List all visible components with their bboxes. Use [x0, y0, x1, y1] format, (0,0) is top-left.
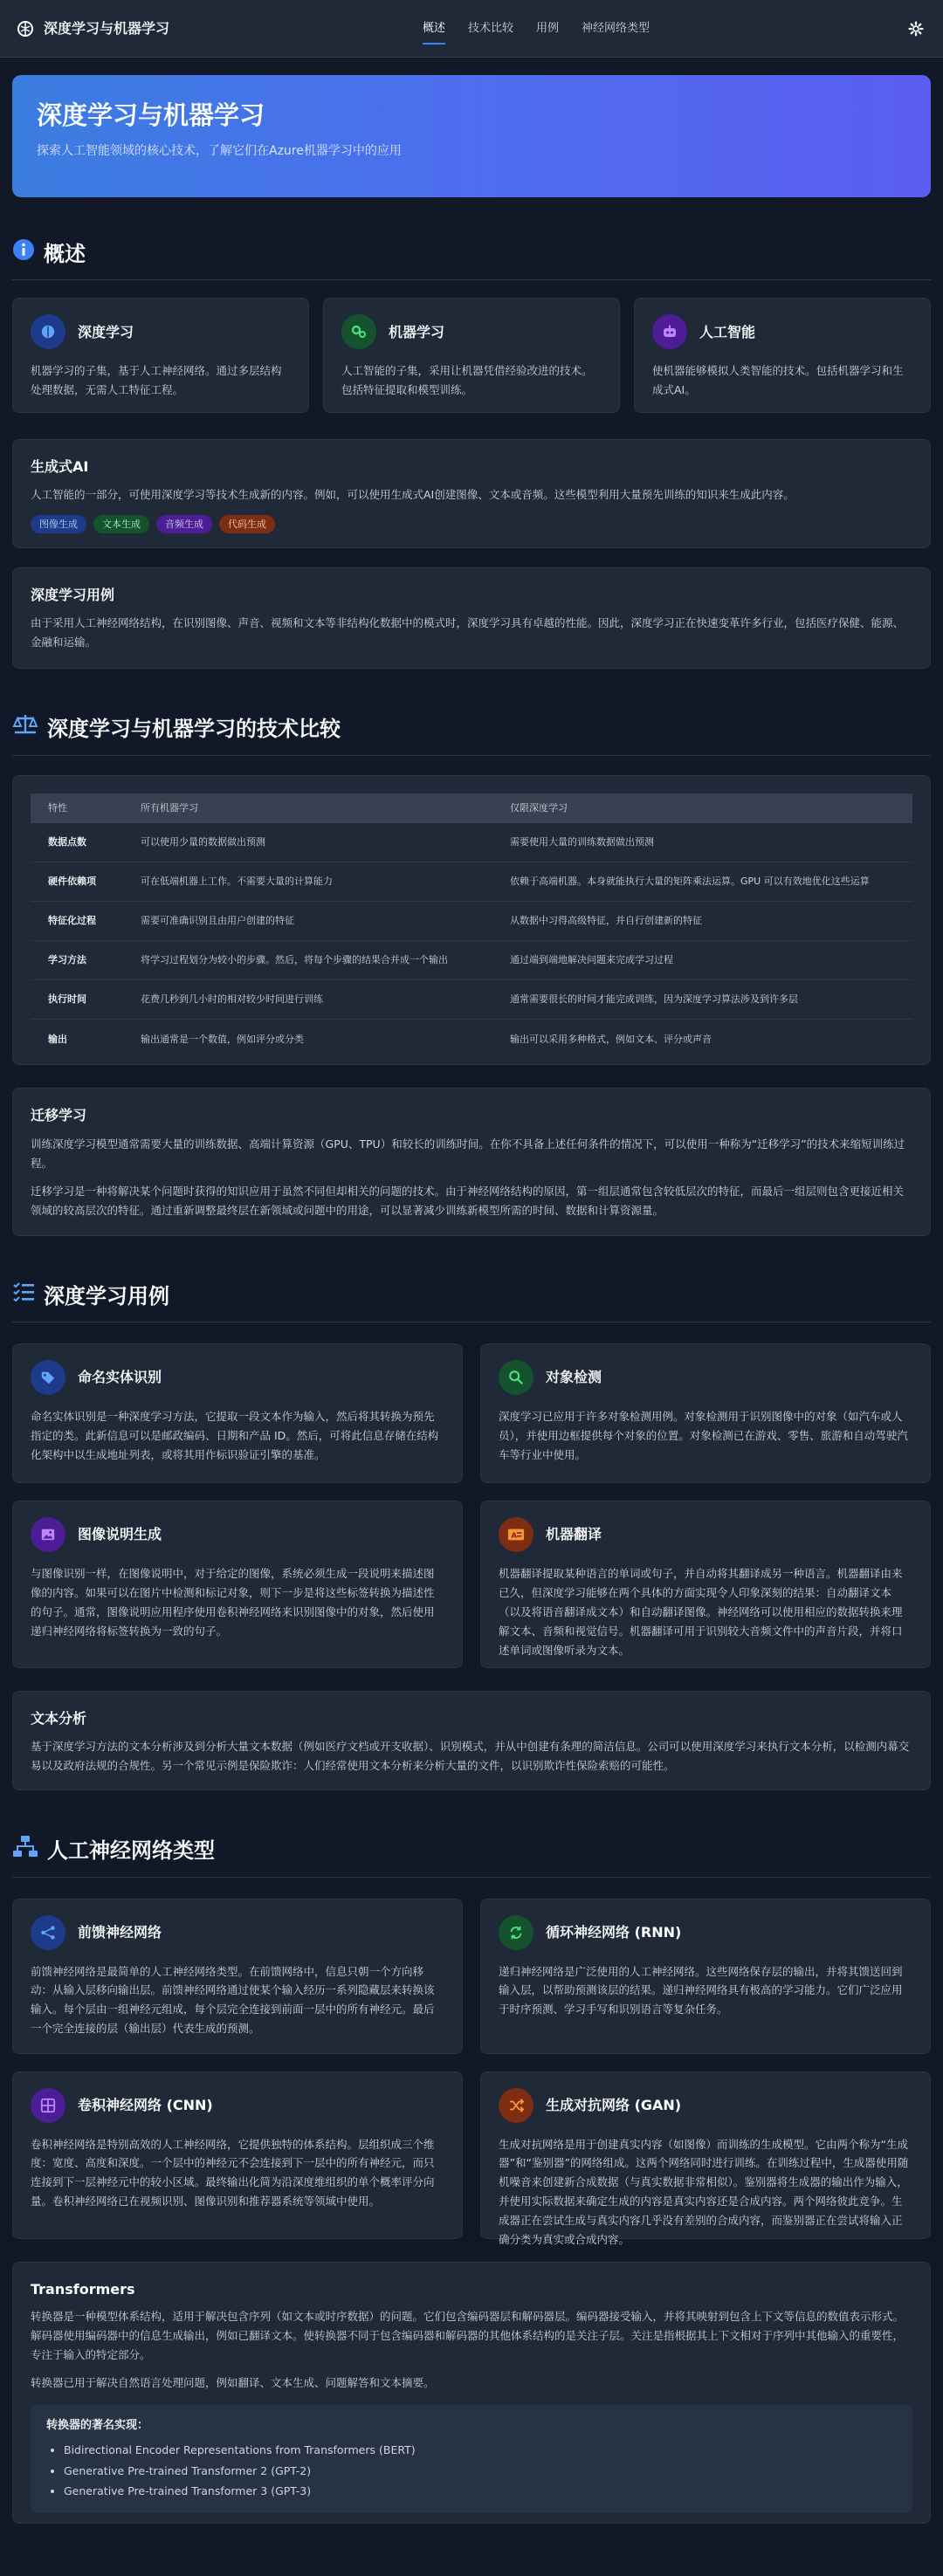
table-row [31, 941, 912, 980]
transformers-text-2: 转换器已用于解决自然语言处理问题，例如翻译、文本生成、问题解答和文本摘要。 [31, 2375, 435, 2389]
image-icon [31, 1517, 65, 1552]
brain-icon [16, 19, 35, 38]
hero-banner [12, 75, 931, 197]
table-row [31, 862, 912, 902]
tag-image-gen: 图像生成 [31, 515, 86, 534]
language-icon [499, 1517, 533, 1552]
usecase-card-translation [480, 1501, 931, 1668]
network-card-cnn [12, 2071, 463, 2239]
overview-card-deep-learning [12, 298, 309, 413]
usecase-card-ner [12, 1343, 463, 1483]
network-card-feedforward [12, 1899, 463, 2054]
table-row [31, 902, 912, 941]
comparison-table-card [12, 775, 931, 1065]
card-title: 图像说明生成 [78, 1526, 162, 1543]
gear-icon[interactable] [906, 19, 926, 38]
network-wired-icon [12, 1834, 38, 1867]
card-text: 人工智能的子集，采用让机器凭借经验改进的技术。包括特征提取和模型训练。 [341, 364, 593, 397]
card-title: 生成对抗网络 (GAN) [546, 2096, 682, 2113]
transfer-text-1: 训练深度学习模型通常需要大量的训练数据、高端计算资源（GPU、TPU）和较长的训练时间。在你不具备上述任何条件的情况下，可以使用一种称为“迁移学习”的技术来缩短训练过程。 [31, 1137, 905, 1171]
overview-card-machine-learning [323, 298, 620, 413]
table-row [31, 1020, 912, 1059]
genai-title: 生成式AI [31, 458, 89, 476]
section-title-overview: 概述 [12, 237, 931, 280]
dl-cell: 从数据中习得高级特征，并自行创建新的特征 [492, 902, 912, 941]
transformer-impl-box [31, 2405, 912, 2513]
sync-icon [499, 1915, 533, 1950]
card-text: 机器翻译提取某种语言的单词或句子，并自动将其翻译成另一种语言。机器翻译由来已久，但深度学习能够在两个具体的方面实现令人印象深刻的结果：自动翻译文本（以及将语音翻译成文本）和自动翻译图像。神经网络可以使用相应的数据转换来理解文本、音频和视觉信号。机器翻译可用于识别较大音频文件中的声音片段，并将口述单词或图像听录为文本。 [499, 1567, 903, 1657]
ml-cell: 可在低端机器上工作。不需要大量的计算能力 [123, 862, 492, 902]
list-item: • Generative Pre-trained Transformer 3 (GPT-3) [64, 2481, 897, 2501]
main-nav [423, 0, 650, 58]
dl-cell: 依赖于高端机器。本身就能执行大量的矩阵乘法运算。GPU 可以有效地优化这些运算 [492, 862, 912, 902]
transformers-text-1: 转换器是一种模型体系结构，适用于解决包含序列（如文本或时序数据）的问题。它们包含编码器层和解码器层。编码器接受输入，并将其映射到包含上下文等信息的数值表示形式。解码器使用编码器中的信息生成输出，例如已翻译文本。使转换器不同于包含编码器和解码器的其他体系结构的是关注子层。关注是指根据其上下文相对于序列中其他输入的重要性，专注于输入的特定部分。 [31, 2310, 905, 2361]
list-item: • Generative Pre-trained Transformer 2 (GPT-2) [64, 2461, 897, 2481]
feature-cell: 输出 [48, 1033, 67, 1045]
header-cell: 仅限深度学习 [492, 793, 912, 823]
table-header-row [31, 793, 912, 823]
hero-subtitle: 探索人工智能领域的核心技术，了解它们在Azure机器学习中的应用 [37, 143, 402, 158]
card-title: 深度学习 [78, 323, 134, 340]
comparison-section [12, 712, 931, 1235]
card-title: 前馈神经网络 [78, 1923, 162, 1941]
networks-section [12, 1834, 931, 2523]
overview-card-ai [634, 298, 931, 413]
genai-tags [31, 515, 912, 534]
usecase-card-object-detection [480, 1343, 931, 1483]
tag-text-gen: 文本生成 [93, 515, 149, 534]
dl-cell: 通过端到端地解决问题来完成学习过程 [492, 941, 912, 980]
transfer-text-2: 迁移学习是一种将解决某个问题时获得的知识应用于虽然不同但却相关的问题的技术。由于神经网络结构的原因，第一组层通常包含较低层次的特征，而最后一组层则包含更接近相关领域的较高层次的特征。通过重新调整最终层在新领域或问题中的用途，可以显著减少训练新模型所需的时间、数据和计算资源量。 [31, 1185, 905, 1217]
hero-title: 深度学习与机器学习 [37, 100, 265, 130]
table-row [31, 980, 912, 1020]
card-text: 生成对抗网络是用于创建真实内容（如图像）而训练的生成模型。它由两个称为“生成器”和“鉴别器”的网络组成。这两个网络同时进行训练。在训练过程中，生成器使用随机噪音来创建新合成数据（与真实数据非常相似）。鉴别器将生成器的输出作为输入，并使用实际数据来确定生成的内容是真实内容还是合成内容。两个网络彼此竞争。生成器正在尝试生成与真实内容几乎没有差别的合成内容，而鉴别器正在尝试将输入正确分类为真实或合成内容。 [499, 2137, 909, 2246]
text-analysis-title: 文本分析 [31, 1710, 87, 1728]
card-text: 递归神经网络是广泛使用的人工神经网络。这些网络保存层的输出，并将其馈送回到输入层，以帮助预测该层的结果。递归神经网络具有极高的学习能力。它们广泛应用于时序预测、学习手写和识别语言等复杂任务。 [499, 1964, 903, 2016]
usecase-card-image-caption [12, 1501, 463, 1668]
network-card-rnn [480, 1899, 931, 2054]
random-icon [499, 2088, 533, 2123]
transfer-title: 迁移学习 [31, 1106, 87, 1123]
usecase-text: 由于采用人工神经网络结构，在识别图像、声音、视频和文本等非结构化数据中的模式时，深度学习具有卓越的性能。因此，深度学习正在快速变革许多行业，包括医疗保健、能源、金融和运输。 [31, 615, 905, 649]
dl-cell: 通常需要很长的时间才能完成训练，因为深度学习算法涉及到许多层 [492, 980, 912, 1020]
card-title: 命名实体识别 [78, 1369, 162, 1386]
balance-scale-icon [12, 712, 38, 745]
brand-title: 深度学习与机器学习 [44, 19, 170, 37]
project-diagram-icon [31, 1915, 65, 1950]
tag-audio-gen: 音频生成 [156, 515, 212, 534]
feature-cell: 硬件依赖项 [31, 862, 123, 902]
feature-cell: 执行时间 [31, 980, 123, 1020]
brand[interactable] [16, 17, 169, 40]
card-title: 对象检测 [546, 1369, 602, 1386]
card-title: 机器学习 [389, 323, 445, 340]
brain-icon [31, 314, 65, 349]
list-check-icon [12, 1280, 35, 1313]
genai-card [12, 439, 931, 548]
ml-cell: 将学习过程划分为较小的步骤。然后，将每个步骤的结果合并成一个输出 [123, 941, 492, 980]
table-row [31, 823, 912, 862]
nav-overview[interactable]: 概述 [423, 15, 445, 44]
tag-icon [31, 1360, 65, 1395]
feature-cell: 学习方法 [31, 941, 123, 980]
usecases-section [12, 1280, 931, 1790]
section-title-comparison: 深度学习与机器学习的技术比较 [12, 712, 931, 755]
section-title-usecases: 深度学习用例 [12, 1280, 931, 1322]
dl-cell: 输出可以采用多种格式，例如文本、评分或声音 [510, 1033, 712, 1045]
nav-network-types[interactable]: 神经网络类型 [582, 21, 650, 35]
card-title: 卷积神经网络 (CNN) [78, 2096, 213, 2113]
card-text: 机器学习的子集，基于人工神经网络。通过多层结构处理数据，无需人工特征工程。 [31, 364, 282, 397]
text-analysis-text: 基于深度学习方法的文本分析涉及到分析大量文本数据（例如医疗文档或开支收据）、识别模式，并从中创建有条理的简洁信息。公司可以使用深度学习来执行文本分析，以检测内幕交易以及政府法规的合规性。另一个常见示例是保险欺诈：人们经常使用文本分析来分析大量的文件，以识别欺诈性保险索赔的可能性。 [31, 1739, 910, 1772]
dl-usecase-card [12, 567, 931, 669]
text-analysis-card [12, 1691, 931, 1790]
genai-text: 人工智能的一部分，可使用深度学习等技术生成新的内容。例如，可以使用生成式AI创建图像、文本或音频。这些模型利用大量预先训练的知识来生成此内容。 [31, 487, 795, 501]
info-icon [12, 237, 35, 271]
ml-cell: 需要可准确识别且由用户创建的特征 [123, 902, 492, 941]
impl-list [46, 2440, 897, 2500]
dl-cell: 需要使用大量的训练数据做出预测 [492, 823, 912, 862]
nav-usecases[interactable]: 用例 [536, 21, 560, 35]
usecase-title: 深度学习用例 [31, 587, 115, 604]
network-card-gan [480, 2071, 931, 2246]
card-text: 前馈神经网络是最简单的人工神经网络类型。在前馈网络中，信息只朝一个方向移动：从输入层移向输出层。前馈神经网络通过使某个输入经历一系列隐藏层来转换该输入。每个层由一组神经元组成，每个层完全连接到前面一层中的所有神经元。最后一个完全连接的层（输出层）代表生成的预测。 [31, 1964, 435, 2036]
list-item: • Bidirectional Encoder Representations from Transformers (BERT) [64, 2440, 897, 2460]
section-title-networks: 人工神经网络类型 [12, 1834, 931, 1877]
comparison-table [31, 793, 912, 1059]
transformers-title: Transformers [31, 2280, 135, 2298]
ml-cell: 可以使用少量的数据做出预测 [123, 823, 492, 862]
nav-comparison[interactable]: 技术比较 [468, 21, 514, 35]
card-title: 机器翻译 [546, 1526, 602, 1543]
overview-section [12, 237, 931, 669]
tag-code-gen: 代码生成 [219, 515, 275, 534]
feature-cell: 数据点数 [31, 823, 123, 862]
header-cell: 所有机器学习 [123, 793, 492, 823]
robot-icon [652, 314, 687, 349]
transfer-learning-card [12, 1088, 931, 1236]
grid-icon [31, 2088, 65, 2123]
impl-title: 转换器的著名实现： [46, 2418, 149, 2432]
card-text: 使机器能够模拟人类智能的技术。包括机器学习和生成式AI。 [652, 364, 904, 397]
search-icon [499, 1360, 533, 1395]
card-text: 与图像识别一样，在图像说明中，对于给定的图像，系统必须生成一段说明来描述图像的内容。如果可以在图片中检测和标记对象，则下一步是将这些标签转换为描述性的句子。通常，图像说明应用程序使用卷积神经网络来识别图像中的对象，然后使用递归神经网络将标签转换为一致的句子。 [31, 1567, 435, 1638]
ml-cell: 花费几秒到几小时的相对较少时间进行训练 [123, 980, 492, 1020]
card-title: 人工智能 [699, 323, 756, 340]
card-text: 卷积神经网络是特别高效的人工神经网络，它提供独特的体系结构。层组织成三个维度：宽度、高度和深度。一个层中的神经元不会连接到下一层中的所有神经元，而只连接到下一层神经元中的较小区域。最终输出化简为沿深度维组织的单个概率评分向量。卷积神经网络已在视频识别、图像识别和推荐器系统等领域中使用。 [31, 2137, 435, 2208]
card-text: 命名实体识别是一种深度学习方法，它提取一段文本作为输入，然后将其转换为预先指定的类。此新信息可以是邮政编码、日期和产品 ID。然后，可将此信息存储在结构化架构中以生成地址列表，或将其用作标识验证引擎的基准。 [31, 1410, 439, 1461]
card-title: 循环神经网络 (RNN) [546, 1923, 682, 1941]
card-text: 深度学习已应用于许多对象检测用例。对象检测用于识别图像中的对象（如汽车或人员），并使用边框提供每个对象的位置。对象检测已在游戏、零售、旅游和自动驾驶汽车等行业中使用。 [499, 1410, 908, 1461]
cogs-icon [341, 314, 376, 349]
transformers-card [12, 2262, 931, 2524]
top-navbar [0, 0, 943, 58]
header-cell: 特性 [31, 793, 123, 823]
ml-cell: 输出通常是一个数值，例如评分或分类 [141, 1033, 304, 1045]
feature-cell: 特征化过程 [31, 902, 123, 941]
svg-text:A: A [511, 1530, 517, 1540]
